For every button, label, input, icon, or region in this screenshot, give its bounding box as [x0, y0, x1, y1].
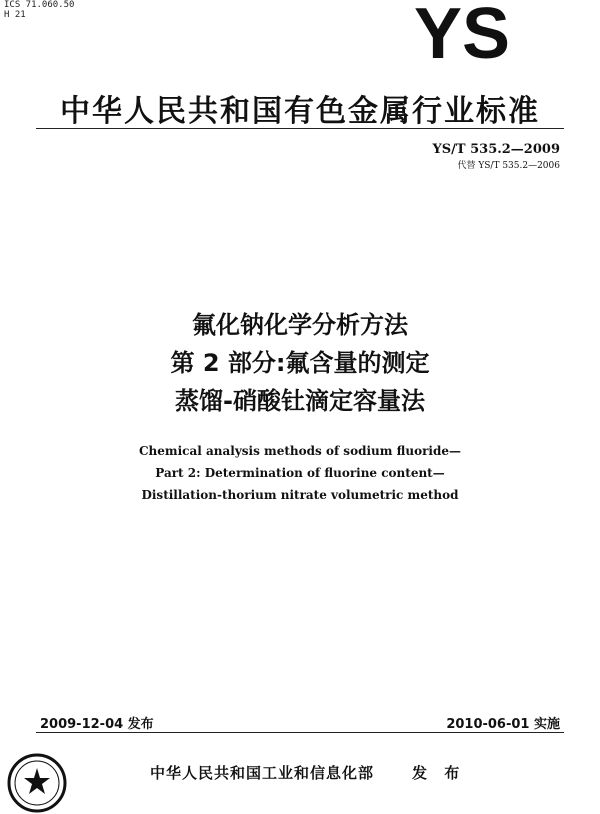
- issue-date: 2009-12-04 发布: [40, 717, 154, 732]
- chinese-title-line-1: 氟化钠化学分析方法: [192, 311, 408, 339]
- ys-logo: [398, 2, 526, 66]
- chinese-title-line-2: 第 2 部分:氟含量的测定: [170, 349, 430, 377]
- english-title-line-2: Part 2: Determination of fluorine content—: [155, 466, 445, 480]
- chinese-title-line-3: 蒸馏-硝酸钍滴定容量法: [175, 387, 425, 415]
- english-title-line-1: Chemical analysis methods of sodium fluoride—: [139, 444, 461, 458]
- top-divider: [36, 128, 564, 129]
- bottom-divider: [36, 732, 564, 733]
- english-title-line-3: Distillation-thorium nitrate volumetric method: [141, 488, 459, 502]
- ccs-code: H 21: [4, 10, 26, 20]
- official-seal-icon: [6, 752, 68, 814]
- implementation-date: 2010-06-01 实施: [446, 717, 560, 732]
- ys-logo-text: YS: [413, 2, 511, 66]
- standard-number: YS/T 535.2—2009: [432, 142, 560, 157]
- replaced-standard: 代替 YS/T 535.2—2006: [457, 161, 560, 171]
- english-title: [0, 440, 600, 506]
- classification-codes: [4, 0, 74, 20]
- chinese-title: [0, 306, 600, 420]
- issue-label: 发 布: [412, 764, 466, 782]
- ics-code: ICS 71.060.50: [4, 0, 75, 10]
- organization-title: 中华人民共和国有色金属行业标准: [60, 94, 540, 129]
- issuing-authority: 中华人民共和国工业和信息化部: [150, 764, 375, 782]
